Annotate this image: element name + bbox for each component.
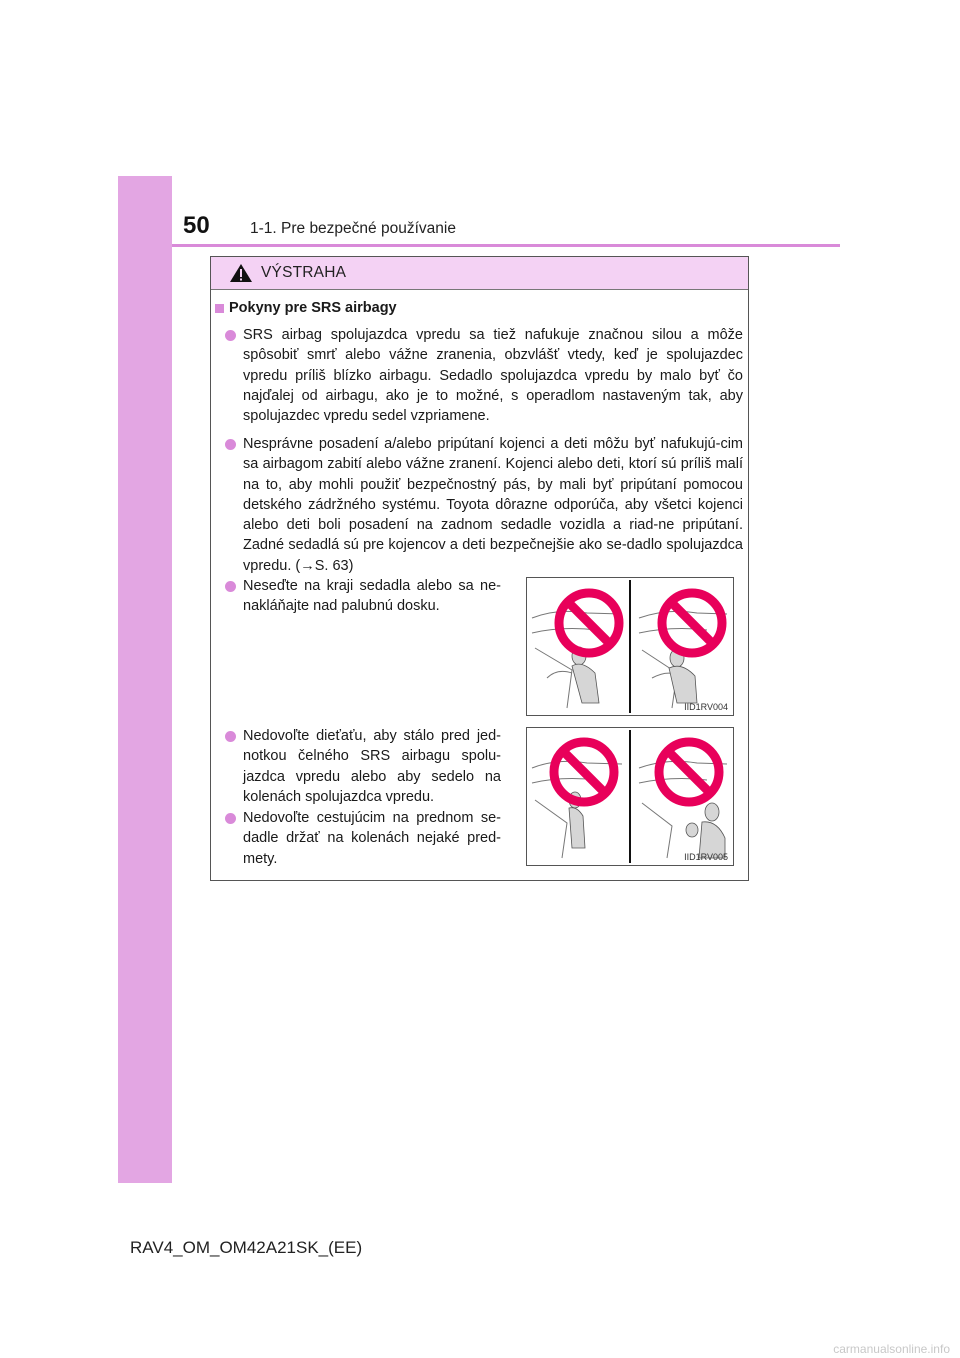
illustration-child-standing — [526, 727, 734, 866]
document-code: RAV4_OM_OM42A21SK_(EE) — [130, 1238, 363, 1257]
figure-code: IID1RV005 — [684, 852, 728, 862]
illustration-leaning-passenger — [526, 577, 734, 716]
bullet-dot-icon — [225, 581, 236, 592]
bullet-text: Neseďte na kraji sedadla alebo sa ne-nakláňajte nad palubnú dosku. — [243, 578, 501, 615]
bullet-text: SRS airbag spolujazdca vpredu sa tiež nafukuje značnou silou a môže spôsobiť smrť alebo vážne zranenia, obzvlášť vtedy, keď je spolujazdec vpredu príliš blízko airbagu. Sedadlo spolujazdca vpredu by malo byť čo najďalej od airbagu, ako je to možné, s operadlom nastaveným tak, aby spolujazdec vpredu sedel vzpriamene. — [243, 327, 743, 425]
bullet-dot-icon — [225, 731, 236, 742]
section-title: 1-1. Pre bezpečné používanie — [250, 220, 456, 237]
warning-box — [210, 256, 749, 881]
watermark: carmanualsonline.info — [833, 1342, 950, 1356]
bullet-item — [243, 576, 501, 617]
bullet-item — [243, 325, 743, 426]
bullet-text: Nesprávne posadení a/alebo pripútaní kojenci a deti môžu byť nafukujú-cim sa airbagom zabití alebo vážne zranení. Kojenci alebo deti, ktorí sú príliš malí na to, aby mohli použiť bezpečnostný pás, by mali byť pripútaní pomocou detského zádržného systému. Toyota dôrazne odporúča, aby všetci kojenci alebo deti boli posadení na zadnom sedadle vozidla a riad-ne pripútaní. Zadné sedadlá sú pre kojencov a deti bezpečnejšie ako se-dadlo spolujazdca vpredu. (→S. 63) — [243, 436, 743, 574]
bullet-dot-icon — [225, 330, 236, 341]
figure-code: IID1RV004 — [684, 702, 728, 712]
bullet-text: Nedovoľte dieťaťu, aby stálo pred jed-notkou čelného SRS airbagu spolu-jazdca vpredu alebo aby sedelo na kolenách spolujazdca vpredu. — [243, 728, 501, 805]
bullet-text: Nedovoľte cestujúcim na prednom se-dadle držať na kolenách nejaké pred-mety. — [243, 810, 501, 867]
warning-triangle-icon — [229, 263, 253, 283]
subheading-text: Pokyny pre SRS airbagy — [229, 300, 397, 316]
bullet-item — [243, 808, 501, 869]
bullet-item — [243, 434, 743, 576]
bullet-dot-icon — [225, 439, 236, 450]
subheading — [215, 300, 397, 316]
bullet-dot-icon — [225, 813, 236, 824]
page-number: 50 — [183, 212, 210, 239]
prohibition-icon — [659, 742, 719, 802]
warning-title: VÝSTRAHA — [261, 264, 347, 281]
square-bullet-icon — [215, 304, 224, 313]
side-color-band — [118, 176, 172, 1183]
header-rule — [172, 244, 840, 247]
prohibition-icon — [559, 593, 619, 653]
prohibition-icon — [554, 742, 614, 802]
bullet-item — [243, 726, 501, 807]
prohibition-icon — [662, 593, 722, 653]
warning-header — [211, 257, 748, 290]
